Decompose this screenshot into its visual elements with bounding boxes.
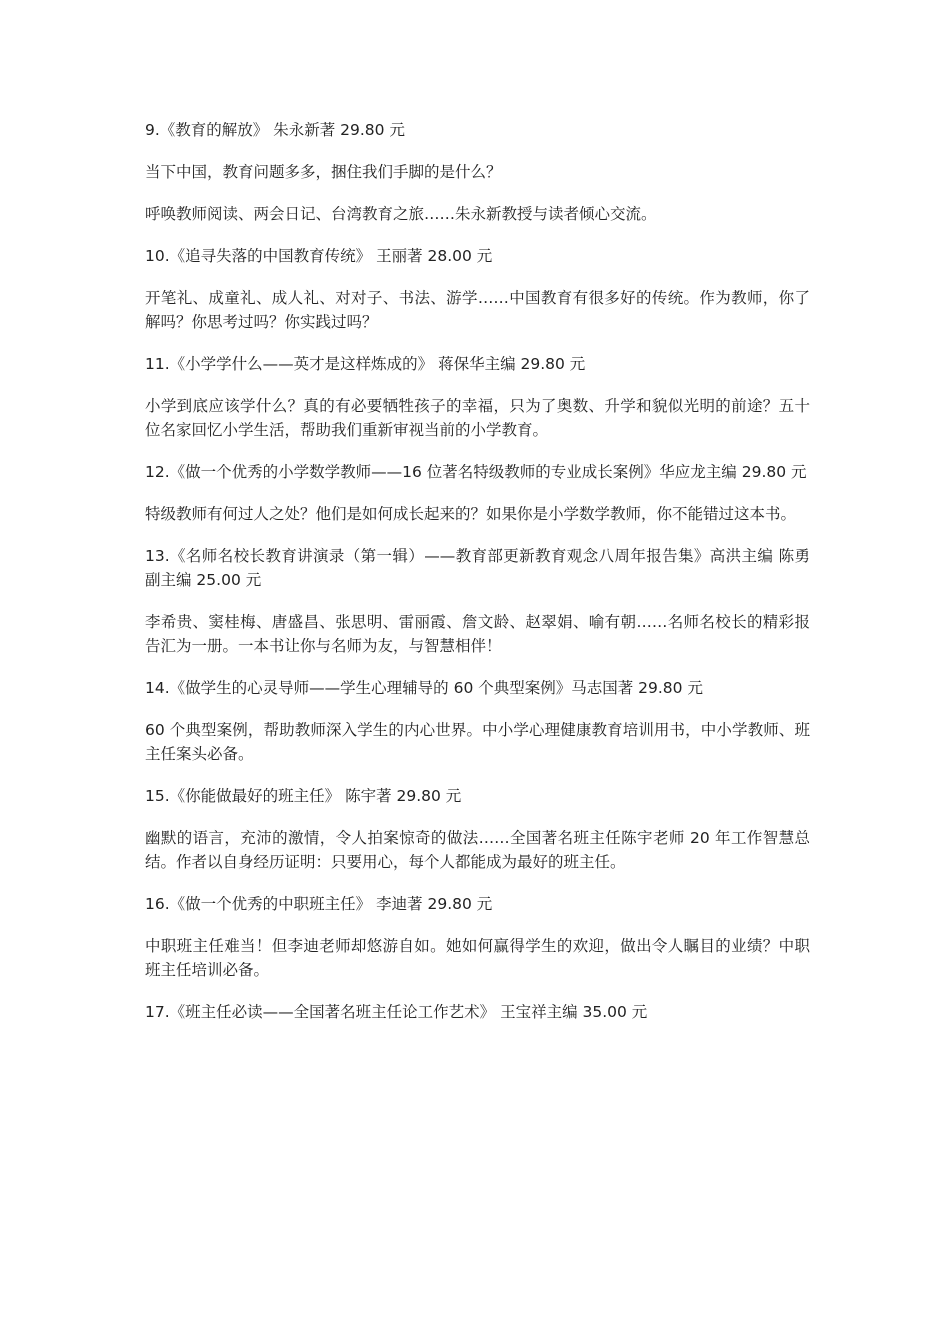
book-title-9: 9.《教育的解放》 朱永新著 29.80 元 xyxy=(145,121,405,139)
book-desc-9a: 当下中国，教育问题多多，捆住我们手脚的是什么？ xyxy=(145,163,502,181)
book-title-11: 11.《小学学什么——英才是这样炼成的》 蒋保华主编 29.80 元 xyxy=(145,355,586,373)
book-desc-12: 特级教师有何过人之处？他们是如何成长起来的？如果你是小学数学教师，你不能错过这本书。 xyxy=(145,505,797,523)
document-page xyxy=(145,118,810,1042)
book-desc-13: 李希贵、窦桂梅、唐盛昌、张思明、雷丽霞、詹文龄、赵翠娟、喻有朝……名师名校长的精彩报告汇为一册。一本书让你与名师为友，与智慧相伴！ xyxy=(145,613,810,655)
book-desc-9b: 呼唤教师阅读、两会日记、台湾教育之旅……朱永新教授与读者倾心交流。 xyxy=(145,205,657,223)
book-title-15: 15.《你能做最好的班主任》 陈宇著 29.80 元 xyxy=(145,787,462,805)
book-title-14: 14.《做学生的心灵导师——学生心理辅导的 60 个典型案例》马志国著 29.80 元 xyxy=(145,679,703,697)
book-title-13: 13.《名师名校长教育讲演录（第一辑）——教育部更新教育观念八周年报告集》高洪主编 陈勇副主编 25.00 元 xyxy=(145,547,810,589)
book-title-17: 17.《班主任必读——全国著名班主任论工作艺术》 王宝祥主编 35.00 元 xyxy=(145,1003,648,1021)
book-title-12: 12.《做一个优秀的小学数学教师——16 位著名特级教师的专业成长案例》华应龙主编 29.80 元 xyxy=(145,463,807,481)
book-desc-11: 小学到底应该学什么？真的有必要牺牲孩子的幸福，只为了奥数、升学和貌似光明的前途？五十位名家回忆小学生活，帮助我们重新审视当前的小学教育。 xyxy=(145,397,810,439)
book-title-10: 10.《追寻失落的中国教育传统》 王丽著 28.00 元 xyxy=(145,247,493,265)
book-title-16: 16.《做一个优秀的中职班主任》 李迪著 29.80 元 xyxy=(145,895,493,913)
book-desc-10: 开笔礼、成童礼、成人礼、对对子、书法、游学……中国教育有很多好的传统。作为教师，你了解吗？你思考过吗？你实践过吗？ xyxy=(145,289,810,331)
book-desc-14: 60 个典型案例，帮助教师深入学生的内心世界。中小学心理健康教育培训用书，中小学教师、班主任案头必备。 xyxy=(145,721,810,763)
book-desc-16: 中职班主任难当！但李迪老师却悠游自如。她如何赢得学生的欢迎，做出令人瞩目的业绩？中职班主任培训必备。 xyxy=(145,937,810,979)
book-desc-15: 幽默的语言，充沛的激情，令人拍案惊奇的做法……全国著名班主任陈宇老师 20 年工作智慧总结。作者以自身经历证明：只要用心，每个人都能成为最好的班主任。 xyxy=(145,829,810,871)
